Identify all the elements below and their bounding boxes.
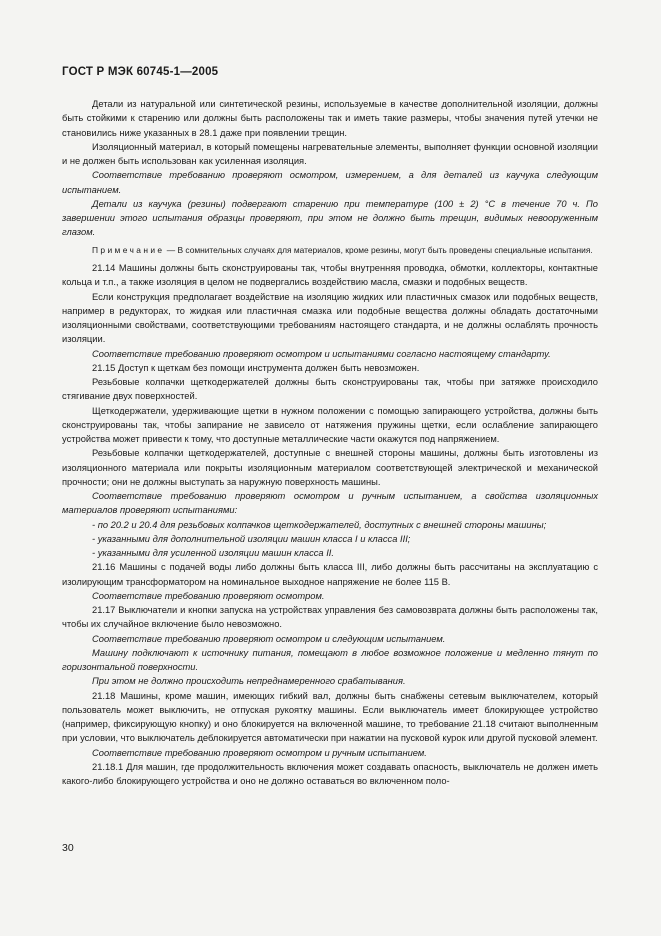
clause-21-17: 21.17 Выключатели и кнопки запуска на устройствах управления без самовозврата должны быть расположены так, чтобы их случайное включение было невозможно.: [62, 605, 598, 630]
paragraph-italic: Машину подключают к источнику питания, помещают в любое возможное положение и медленно тянут по горизонтальной поверхности.: [62, 647, 598, 673]
clause-21-18: 21.18 Машины, кроме машин, имеющих гибкий вал, должны быть снабжены сетевым выключателем, который пользователь может выключить, не отпуская рукоятку машины. Если выключатель имеет блокирующее устройство (например, фиксирующую кнопку) и оно блокируется на включенной машине, то требование 21.18 считают выполненным при условии, что выключатель деблокируется автоматически при нажатии на пусковой курок или другой пусковой элемент.: [62, 690, 598, 744]
page-number: 30: [62, 842, 74, 854]
list-item: - по 20.2 и 20.4 для резьбовых колпачков щеткодержателей, доступных с внешней стороны машины;: [92, 519, 547, 530]
list-item: - указанными для усиленной изоляции машин класса II.: [92, 548, 334, 559]
note-paragraph: [62, 244, 598, 258]
document-header: ГОСТ Р МЭК 60745-1—2005: [62, 66, 219, 78]
note-text: — В сомнительных случаях для материалов, кроме резины, могут быть проведены специальные испытания.: [164, 244, 593, 255]
paragraph: Резьбовые колпачки щеткодержателей должны быть сконструированы так, чтобы при затяжке происходило стягивание двух поверхностей.: [62, 377, 598, 402]
paragraph-italic: Соответствие требованию проверяют осмотром.: [92, 590, 325, 601]
paragraph: Детали из натуральной или синтетической резины, используемые в качестве дополнительной изоляции, должны быть стойкими к старению или должны быть расположены так и иметь такие размеры, чтобы значения путей утечки не становились ниже указанных в 28.1 даже при появлении трещин.: [62, 99, 598, 138]
paragraph: Щеткодержатели, удерживающие щетки в нужном положении с помощью запирающего устройства, должны быть сконструированы так, чтобы запирание не зависело от натяжения пружины щетки, если ослабление запирающего устройства может привести к тому, что доступные металлические части окажутся под напряжением.: [62, 405, 598, 445]
paragraph-italic: При этом не должно происходить непреднамеренного срабатывания.: [92, 676, 406, 687]
paragraph: Резьбовые колпачки щеткодержателей, доступные с внешней стороны машины, должны быть изготовлены из изоляционного материала или покрыты изоляционным материалом соответствующей электрической и механической прочности; они не должны выступать за наружную поверхность машины.: [62, 448, 598, 487]
paragraph: Если конструкция предполагает воздействие на изоляцию жидких или пластичных смазок или подобных веществ, например в редукторах, то жидкая или пластичная смазка или подобные вещества должны обладать достаточными изоляционными свойствами, соответствующими требованиям настоящего стандарта, и не должны ослаблять прочность изоляции.: [62, 291, 598, 345]
clause-21-18-1: 21.18.1 Для машин, где продолжительность включения может создавать опасность, выключатель не должен иметь какого-либо блокирующего устройства и оно не должно оставаться во включенном поло-: [62, 761, 598, 787]
paragraph-italic: Соответствие требованию проверяют осмотром и следующим испытанием.: [92, 633, 446, 644]
note-label: Примечание: [92, 244, 165, 255]
paragraph-italic: Соответствие требованию проверяют осмотром и ручным испытанием, а свойства изоляционных материалов проверяют испытаниями:: [62, 491, 598, 516]
paragraph-italic: Соответствие требованию проверяют осмотром и ручным испытанием.: [92, 747, 427, 758]
list-item: - указанными для дополнительной изоляции машин класса I и класса III;: [92, 533, 411, 544]
clause-21-16: 21.16 Машины с подачей воды либо должны быть класса III, либо должны быть рассчитаны на эксплуатацию с изолирующим трансформатором на номинальное выходное напряжение не более 115 В.: [62, 562, 598, 587]
document-body: [62, 97, 598, 788]
paragraph-italic: Соответствие требованию проверяют осмотром и испытаниями согласно настоящему стандарту.: [92, 348, 551, 359]
clause-21-14: 21.14 Машины должны быть сконструированы так, чтобы внутренняя проводка, обмотки, коллекторы, контактные кольца и т.п., а также изоляция в целом не подвергались воздействию масла, смазки и подобных веществ.: [62, 263, 598, 288]
paragraph: Изоляционный материал, в который помещены нагревательные элементы, выполняет функции основной изоляции и не должен быть использован как усиленная изоляция.: [62, 141, 598, 166]
clause-21-15: 21.15 Доступ к щеткам без помощи инструмента должен быть невозможен.: [92, 362, 420, 373]
paragraph-italic: Соответствие требованию проверяют осмотром, измерением, а для деталей из каучука следующим испытанием.: [62, 170, 598, 195]
paragraph-italic: Детали из каучука (резины) подвергают старению при температуре (100 ± 2) °С в течение 70 ч. По завершении этого испытания образцы проверяют, при этом не должно быть трещин, видимых невооруженным глазом.: [62, 198, 598, 238]
